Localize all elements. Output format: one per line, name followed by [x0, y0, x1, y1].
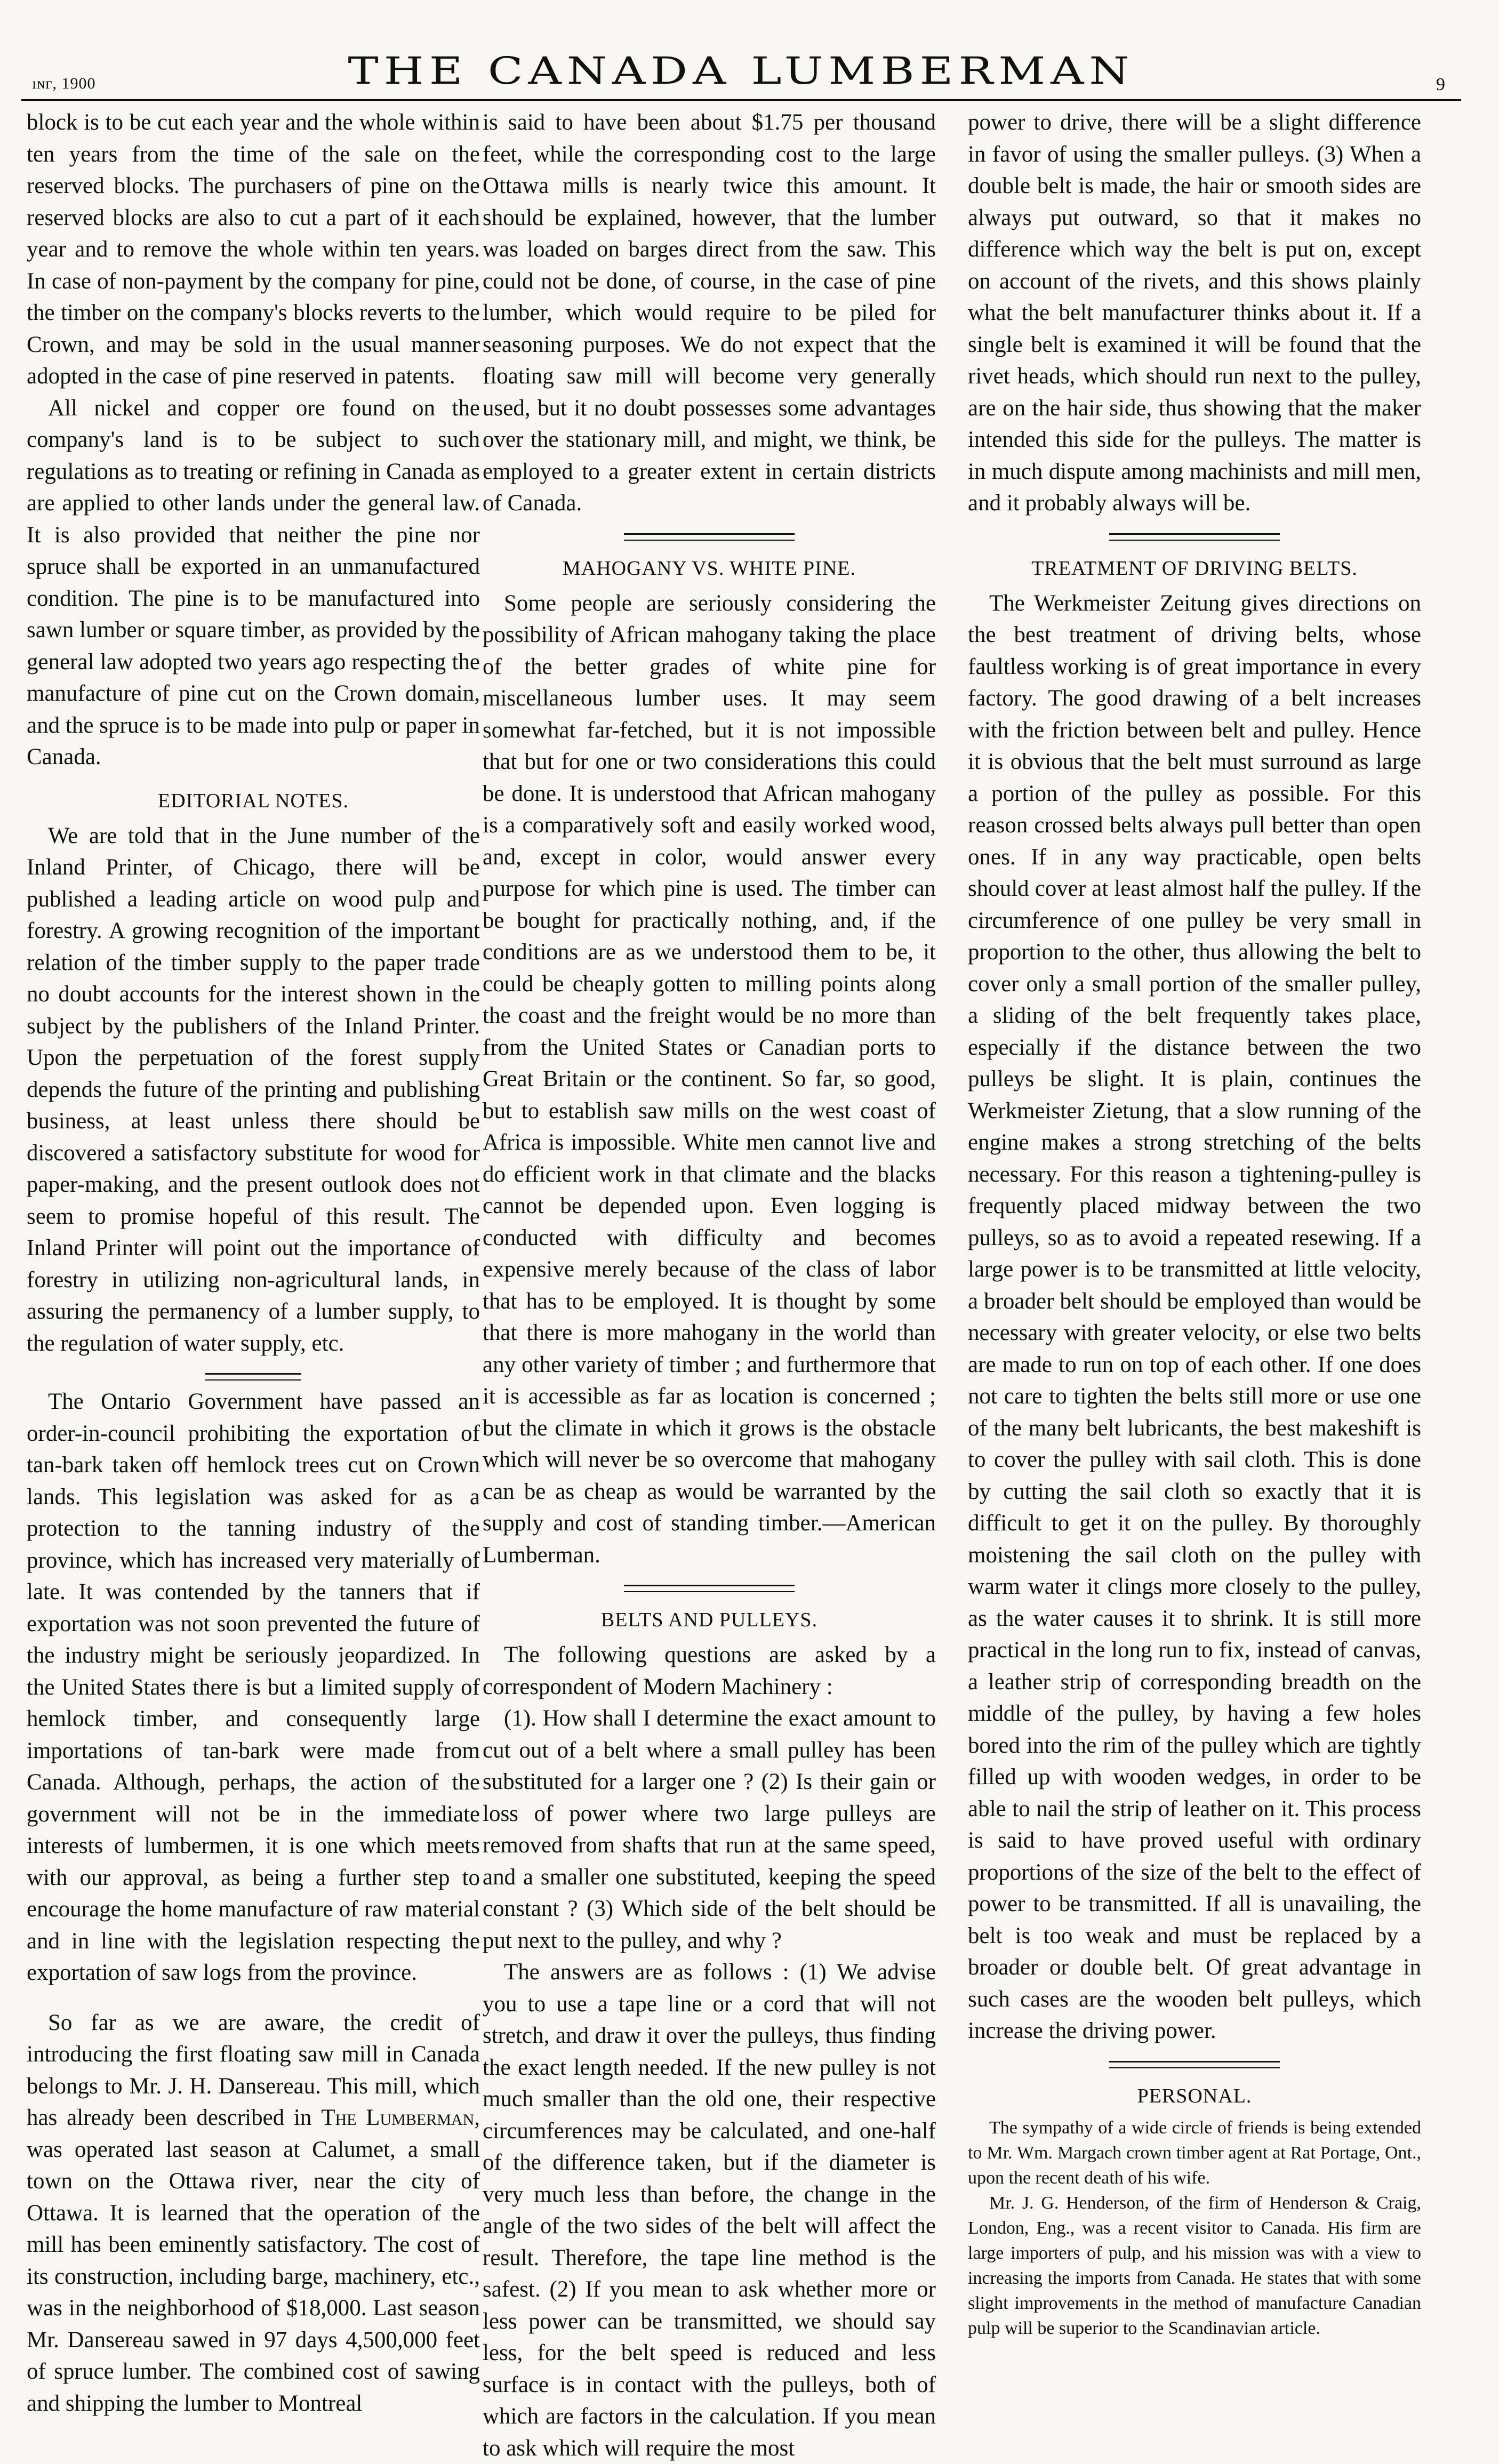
masthead-rule [21, 99, 1461, 101]
spacer [27, 1989, 480, 2007]
section-heading-mahogany: MAHOGANY VS. WHITE PINE. [562, 557, 856, 580]
paragraph: power to drive, there will be a slight difference in favor of using the smaller pulleys. (3) When a double belt is made, the hair or smooth sides are always put outward, so that it makes no difference which way the belt is put on, except on account of the rivets, and this shows plainly what the belt manufacturer thinks about it. If a single belt is examined it will be found that the rivet heads, which should run next to the pulley, are on the hair side, thus showing that the maker intended this side for the pulleys. The matter is in much dispute among machinists and mill men, and it probably always will be. [968, 110, 1421, 516]
divider [205, 1373, 301, 1381]
paragraph: The sympathy of a wide circle of friends is being extended to Mr. Wm. Margach crown timber agent at Rat Portage, Ont., upon the recent death of his wife. [968, 2117, 1421, 2188]
divider [1109, 2061, 1280, 2068]
divider [624, 533, 795, 541]
paragraph: Mr. J. G. Henderson, of the firm of Henderson & Craig, London, Eng., was a recent visitor to Canada. His firm are large importers of pulp, and his mission was with a view to increasing the imports from Canada. He states that with some slight improvements in the method of manufacture Canadian pulp will be superior to the Scandinavian article. [968, 2193, 1421, 2338]
publication-name: The Lumberman [321, 2105, 475, 2130]
paragraph-text: , was operated last season at Calumet, a small town on the Ottawa river, near the city of Ottawa. It is learned that the operation of the mill has been eminently satisfactory. The cost of its construction, including barge, machinery, etc., was in the neighborhood of $18,000. Last season Mr. Dansereau sawed in 97 days 4,500,000 feet of spruce lumber. The combined cost of sawing and shipping the lumber to Montreal [27, 2105, 480, 2416]
paragraph: block is to be cut each year and the whole within ten years from the time of the sale on the reserved blocks. The purchasers of pine on the reserved blocks are also to cut a part of it each year and to remove the whole within ten years. In case of non-payment by the company for pine, the timber on the company's blocks reverts to the Crown, and may be sold in the usual manner adopted in the case of pine reserved in patents. [27, 110, 480, 389]
paragraph: The Werkmeister Zeitung gives directions on the best treatment of driving belts, whose faultless working is of great importance in every factory. The good drawing of a belt increases with the friction between belt and pulley. Hence it is obvious that the belt must surround as large a portion of the pulley as possible. For this reason crossed belts always pull better than open ones. If in any way practicable, open belts should cover at least almost half the pulley. If the circumference of one pulley be very small in proportion to the other, thus allowing the belt to cover only a small portion of the smaller pulley, a sliding of the belt frequently takes place, especially if the distance between the two pulleys be slight. It is plain, continues the Werkmeister Zietung, that a slow running of the engine makes a strong stretching of the belts necessary. For this reason a tightening-pulley is frequently placed midway between the two pulleys, so as to avoid a repeated resewing. If a large power is to be transmitted at little velocity, a broader belt should be employed than would be necessary with greater velocity, or else two belts are made to run on top of each other. If one does not care to tighten the belts still more or use one of the many belt lubricants, the best makeshift is to cover the pulley with sail cloth. This is done by cutting the sail cloth so exactly that it is difficult to get it on the pulley. By thoroughly moistening the sail cloth on the pulley with warm water it clings more closely to the pulley, as the water causes it to shrink. It is still more practical in the long run to fix, instead of canvas, a leather strip of corresponding breadth on the middle of the pulley, by having a few holes bored into the rim of the pulley which are tightly filled up with wooden wedges, in order to be able to nail the strip of leather on it. This process is said to have proved useful with ordinary proportions of the size of the belt to the effect of power to be transmitted. If all is unavailing, the belt is too weak and must be replaced by a broader or double belt. Of great advantage in such cases are the wooden belt pulleys, which increase the driving power. [968, 590, 1421, 2043]
section-heading-editorial-notes: EDITORIAL NOTES. [158, 789, 349, 812]
divider [624, 1585, 795, 1592]
divider [1109, 533, 1280, 541]
section-heading-treatment-of-driving-belts: TREATMENT OF DRIVING BELTS. [1031, 557, 1358, 580]
paragraph: The answers are as follows : (1) We advise you to use a tape line or a cord that will not stretch, and draw it over the pulleys, thus finding the exact length needed. If the new pulley is not much smaller than the old one, their respective circumferences may be calculated, and one-half of the difference taken, but if the diameter is very much less than before, the change in the angle of the two sides of the belt will affect the result. Therefore, the tape line method is the safest. (2) If you mean to ask whether more or less power can be transmitted, we should say less, for the belt speed is reduced and less surface is in contact with the pulleys, both of which are factors in the calculation. If you mean to ask which will require the most [483, 1960, 936, 2461]
newspaper-title: THE CANADA LUMBERMAN [348, 49, 1135, 93]
paragraph: We are told that in the June number of the Inland Printer, of Chicago, there will be published a leading article on wood pulp and forestry. A growing recognition of the important relation of the timber supply to the paper trade no doubt accounts for the interest shown in the subject by the publishers of the Inland Printer. Upon the perpetuation of the forest supply depends the future of the printing and publishing business, at least unless there should be discovered a satisfactory substitute for wood for paper-making, and the present outlook does not seem to promise hopeful of this result. The Inland Printer will point out the importance of forestry in utilizing non-agricultural lands, in assuring the permanency of a lumber supply, to the regulation of water supply, etc. [27, 823, 480, 1356]
page-number: 9 [1436, 75, 1445, 94]
paragraph-text: So far as we are aware, the credit of introducing the first floating saw mill in Canada belongs to Mr. J. H. Dansereau. This mill, which has already been described in [27, 2010, 480, 2130]
section-heading-belts-and-pulleys: BELTS AND PULLEYS. [600, 1609, 818, 1631]
paragraph [27, 2007, 480, 2420]
paragraph: is said to have been about $1.75 per thousand feet, while the corresponding cost to the large Ottawa mills is nearly twice this amount. It should be explained, however, that the lumber was loaded on barges direct from the saw. This could not be done, of course, in the case of pine lumber, which would require to be piled for seasoning purposes. We do not expect that the floating saw mill will become very generally used, but it no doubt possesses some advantages over the stationary mill, and might, we think, be employed to a greater extent in certain districts of Canada. [483, 110, 936, 516]
paragraph: All nickel and copper ore found on the company's land is to be subject to such regulations as to treating or refining in Canada as are applied to other lands under the general law. It is also provided that neither the pine nor spruce shall be exported in an unmanufactured condition. The pine is to be manufactured into sawn lumber or square timber, as provided by the general law adopted two years ago respecting the manufacture of pine cut on the Crown domain, and the spruce is to be made into pulp or paper in Canada. [27, 395, 480, 769]
section-heading-personal: PERSONAL. [1137, 2084, 1252, 2107]
paragraph: (1). How shall I determine the exact amount to cut out of a belt where a small pulley has been substituted for a larger one ? (2) Is their gain or loss of power where two large pulleys are removed from shafts that run at the same speed, and a smaller one substituted, keeping the speed constant ? (3) Which side of the belt should be put next to the pulley, and why ? [483, 1706, 936, 1953]
paragraph: The following questions are asked by a correspondent of Modern Machinery : [483, 1642, 936, 1699]
column-1 [27, 107, 480, 2419]
issue-date: ıɴᴦ, 1900 [32, 75, 96, 92]
column-3 [968, 107, 1421, 2341]
masthead [21, 49, 1461, 97]
column-2 [483, 107, 936, 2464]
paragraph: Some people are seriously considering the possibility of African mahogany taking the place of the better grades of white pine for miscellaneous lumber uses. It may seem somewhat far-fetched, but it is not impossible that but for one or two considerations this could be done. It is understood that African mahogany is a comparatively soft and easily worked wood, and, except in color, would answer every purpose for which pine is used. The timber can be bought for practically nothing, and, if the conditions are as we understood them to be, it could be cheaply gotten to milling points along the coast and the freight would be no more than from the United States or Canadian ports to Great Britain or the continent. So far, so good, but to establish saw mills on the west coast of Africa is impossible. White men cannot live and do efficient work in that climate and the blacks cannot be depended upon. Even logging is conducted with difficulty and becomes expensive merely because of the class of labor that has to be employed. It is thought by some that there is more mahogany in the world than any other variety of timber ; and furthermore that it is accessible as far as location is concerned ; but the climate in which it grows is the obstacle which will never be so overcome that mahogany can be as cheap as would be warranted by the supply and cost of standing timber.—American Lumberman. [483, 590, 936, 1568]
paragraph: The Ontario Government have passed an order-in-council prohibiting the exportation of tan-bark taken off hemlock trees cut on Crown lands. This legislation was asked for as a protection to the tanning industry of the province, which has increased very materially of late. It was contended by the tanners that if exportation was not soon prevented the future of the industry might be seriously jeopardized. In the United States there is but a limited supply of hemlock timber, and consequently large importations of tan-bark were made from Canada. Although, perhaps, the action of the government will not be in the immediate interests of lumbermen, it is one which meets with our approval, as being a further step to encourage the home manufacture of raw material and in line with the legislation respecting the exportation of saw logs from the province. [27, 1389, 480, 1985]
